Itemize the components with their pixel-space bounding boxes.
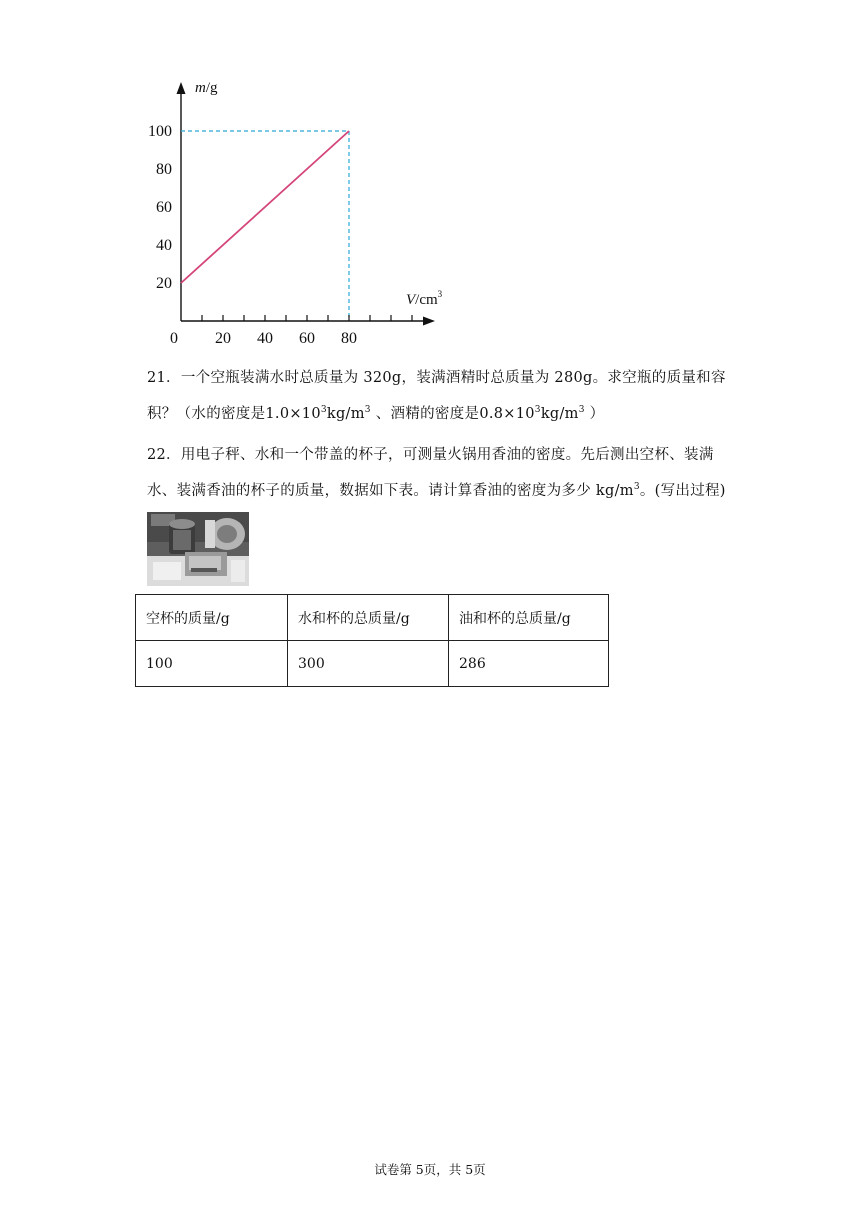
x-tick-label: 40 (257, 330, 273, 347)
y-tick-label: 20 (156, 275, 172, 292)
y-tick-label: 40 (156, 237, 172, 254)
value-empty-cup: 100 (136, 641, 288, 687)
y-axis-arrow (177, 82, 186, 94)
header-water-cup: 水和杯的总质量/g (288, 595, 449, 641)
mass-data-table (135, 594, 609, 687)
q22-line-2: 水、装满香油的杯子的质量，数据如下表。请计算香油的密度为多少 $kg/m^3$。(写出过程) (147, 482, 726, 499)
x-tick-label: 80 (341, 330, 357, 347)
scale-and-cup-photo (147, 512, 249, 586)
value-water-cup: 300 (288, 641, 449, 687)
header-empty-cup: 空杯的质量/g (136, 595, 288, 641)
q21-line-2: 积？（水的密度是$1.0\times 10^3kg/m^3$ 、酒精的密度是$0.8\times 10^3kg/m^3$ ） (147, 405, 605, 422)
q21-line-1: 21．一个空瓶装满水时总质量为 320g，装满酒精时总质量为 280g。求空瓶的质量和容 (147, 370, 726, 386)
header-oil-cup: 油和杯的总质量/g (449, 595, 609, 641)
x-tick-label: 20 (215, 330, 231, 347)
q22-line-1: 22．用电子秤、水和一个带盖的杯子，可测量火锅用香油的密度。先后测出空杯、装满 (147, 447, 714, 463)
x-axis-label: $V/cm^3$ (406, 289, 443, 308)
table-row (136, 641, 609, 687)
table-header-row (136, 595, 609, 641)
series-line (181, 131, 349, 283)
origin-label: 0 (170, 330, 178, 347)
value-oil-cup: 286 (449, 641, 609, 687)
question-21 (147, 360, 727, 432)
page-footer: 试卷第 5页，共 5页 (374, 1162, 486, 1177)
y-tick-label: 80 (156, 161, 172, 178)
mass-volume-graph (140, 72, 460, 357)
y-tick-label: 100 (148, 123, 172, 140)
question-22 (147, 437, 727, 509)
y-tick-label: 60 (156, 199, 172, 216)
data-series (181, 131, 349, 283)
axis-ticks (148, 123, 412, 347)
x-tick-label: 60 (299, 330, 315, 347)
x-axis-arrow (423, 317, 435, 326)
axes (177, 82, 436, 326)
guide-lines (181, 131, 349, 321)
y-axis-label: m/g (195, 80, 218, 96)
